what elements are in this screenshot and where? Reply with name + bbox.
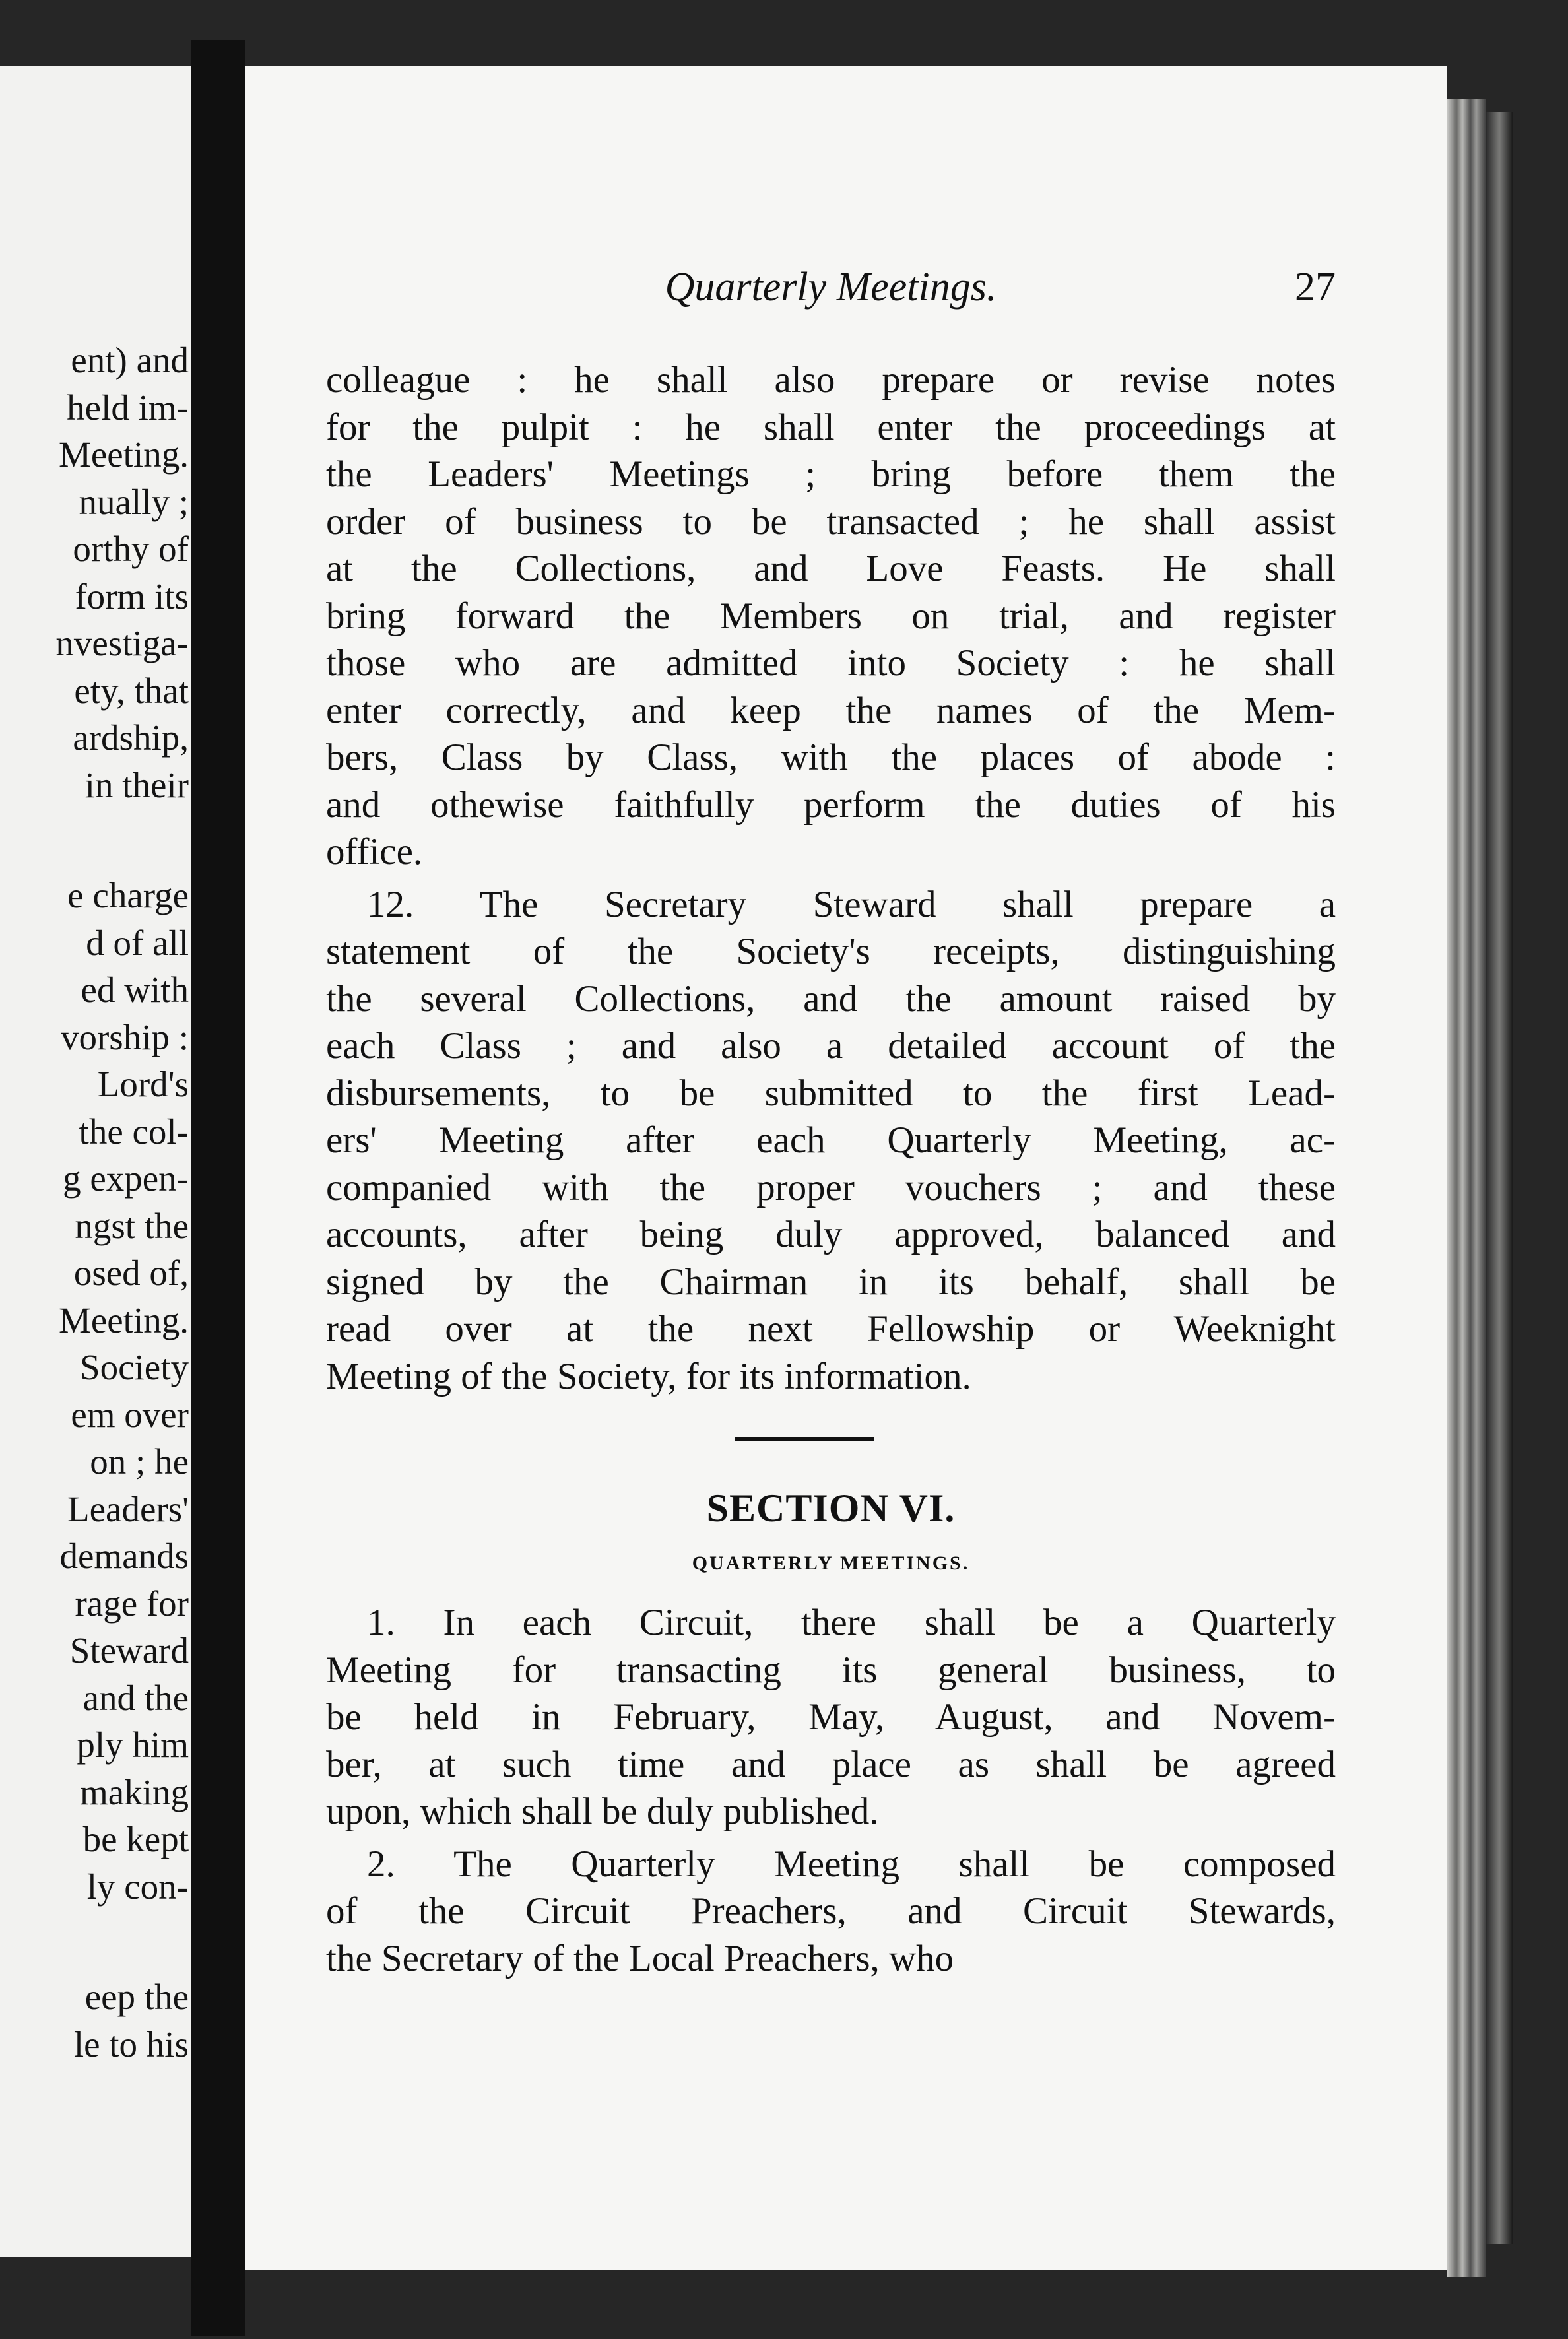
text-line: accounts, after being duly approved, balanced and (326, 1214, 1336, 1255)
text-line: be held in February, May, August, and Novem- (326, 1696, 1336, 1738)
text-line: the several Collections, and the amount raised by (326, 977, 1336, 1020)
text-line: bring forward the Members on trial, and register (326, 595, 1336, 637)
running-title: Quarterly Meetings. (665, 265, 997, 310)
left-text-line: making (80, 1771, 189, 1812)
left-text-line: ly con- (86, 1866, 189, 1907)
left-text-line: Meeting. (58, 434, 189, 475)
text-line: and othewise faithfully perform the duties of his (326, 783, 1336, 826)
text-line: each Class ; and also a detailed account of the (326, 1025, 1336, 1067)
left-text-line: ent) and (71, 340, 189, 380)
left-page-fragment (0, 66, 191, 2257)
text-line: read over at the next Fellowship or Weeknight (326, 1308, 1336, 1350)
left-text-group-b (55, 872, 189, 1910)
text-line: 12. The Secretary Steward shall prepare a (367, 883, 1336, 925)
text-line: office. (326, 831, 423, 873)
left-text-line: Steward (69, 1630, 189, 1670)
left-text-line: ngst the (75, 1205, 189, 1246)
text-line: ber, at such time and place as shall be agreed (326, 1743, 1336, 1785)
left-text-line: orthy of (73, 529, 189, 569)
left-page-text (55, 337, 189, 2068)
text-line: statement of the Society's receipts, distinguishing (326, 931, 1336, 972)
text-line: Meeting for transacting its general business, to (326, 1649, 1336, 1691)
left-text-line: vorship : (60, 1016, 189, 1057)
section-subheading: QUARTERLY MEETINGS. (692, 1552, 970, 1574)
text-line: the Secretary of the Local Preachers, who (326, 1937, 954, 1979)
text-line: for the pulpit : he shall enter the proceedings at (326, 406, 1336, 448)
left-text-line: ply him (77, 1725, 189, 1765)
left-text-line: on ; he (90, 1441, 189, 1482)
text-line: the Leaders' Meetings ; bring before them the (326, 453, 1336, 495)
left-text-line: ety, that (74, 670, 189, 711)
left-text-line: held im- (67, 387, 189, 428)
paragraph-2 (326, 1841, 1336, 1983)
left-text-line: the col- (79, 1111, 189, 1152)
left-text-line: and the (82, 1677, 189, 1718)
text-line: signed by the Chairman in its behalf, shall be (326, 1261, 1336, 1303)
left-text-line: nually ; (79, 481, 189, 522)
text-line: Meeting of the Society, for its information. (326, 1355, 971, 1397)
left-text-line: form its (75, 576, 189, 616)
section-divider (326, 1400, 1336, 1472)
left-text-line: ed with (81, 970, 189, 1010)
text-line: enter correctly, and keep the names of the Mem- (326, 689, 1336, 731)
left-text-line: demands (59, 1536, 189, 1576)
text-line: bers, Class by Class, with the places of abode : (326, 737, 1336, 778)
page-number: 27 (1295, 265, 1336, 310)
text-line: order of business to be transacted ; he shall assist (326, 500, 1336, 543)
text-line: ers' Meeting after each Quarterly Meeting, ac- (326, 1119, 1336, 1161)
left-text-line: Lord's (97, 1064, 189, 1104)
left-text-line: ardship, (73, 717, 189, 758)
left-text-line: Meeting. (58, 1300, 189, 1340)
left-text-line: Society (80, 1347, 189, 1387)
left-text-group-c (55, 1973, 189, 2068)
page-stack-edge (1447, 99, 1486, 2277)
left-text-line: osed of, (73, 1253, 189, 1293)
book-cover-edge (1486, 112, 1513, 2244)
text-line: at the Collections, and Love Feasts. He shall (326, 548, 1336, 589)
text-line: 1. In each Circuit, there shall be a Quarterly (367, 1602, 1336, 1643)
left-text-line: g expen- (63, 1158, 189, 1199)
left-text-line: le to his (73, 2024, 189, 2064)
text-line: companied with the proper vouchers ; and these (326, 1166, 1336, 1208)
text-line: those who are admitted into Society : he shall (326, 642, 1336, 684)
right-page (245, 66, 1447, 2270)
paragraph-1 (326, 1599, 1336, 1835)
text-line: upon, which shall be duly published. (326, 1791, 879, 1832)
left-text-line: e charge (67, 875, 189, 915)
book-gutter (191, 40, 245, 2336)
page-text-block (326, 264, 1336, 1982)
left-text-line: nvestiga- (55, 623, 189, 663)
section-heading: SECTION VI. (706, 1486, 956, 1530)
text-line: 2. The Quarterly Meeting shall be composed (367, 1843, 1336, 1885)
text-line: colleague : he shall also prepare or revise notes (326, 359, 1336, 401)
left-text-line: in their (84, 764, 189, 805)
left-text-line: rage for (75, 1583, 189, 1624)
left-text-line: d of all (86, 922, 189, 963)
left-text-line: em over (71, 1394, 189, 1435)
running-head (326, 264, 1336, 356)
left-text-line: eep the (84, 1977, 189, 2017)
paragraph-12 (326, 881, 1336, 1400)
left-text-line: Leaders' (67, 1488, 189, 1529)
text-line: of the Circuit Preachers, and Circuit Stewards, (326, 1890, 1336, 1932)
text-line: disbursements, to be submitted to the first Lead- (326, 1072, 1336, 1114)
paragraph-continued (326, 356, 1336, 876)
left-text-line: be kept (82, 1819, 189, 1859)
left-text-group-a (55, 337, 189, 808)
